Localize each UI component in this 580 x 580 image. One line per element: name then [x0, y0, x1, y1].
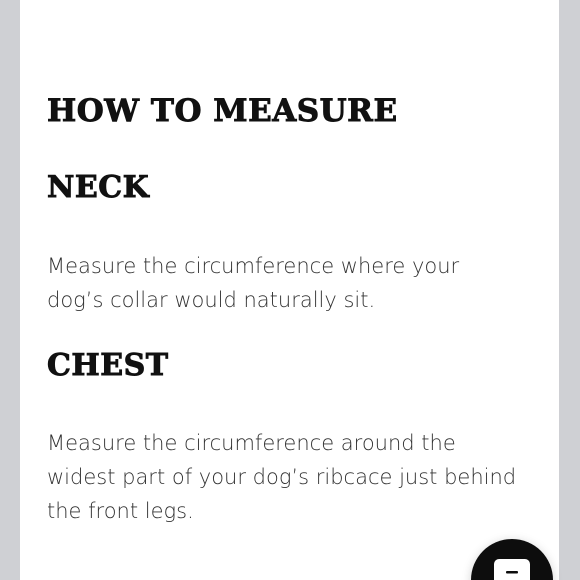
- chat-icon: [493, 558, 531, 580]
- section-text-neck: Measure the circumference where your dog’s collar would naturally sit.: [47, 254, 460, 312]
- section-heading-neck: NECK: [47, 170, 150, 205]
- content-card: [20, 0, 559, 580]
- section-heading-chest: CHEST: [47, 348, 169, 383]
- section-text-chest: Measure the circumference around the widest part of your dog’s ribcace just behind the front legs.: [47, 431, 517, 523]
- page-title: HOW TO MEASURE: [47, 93, 398, 129]
